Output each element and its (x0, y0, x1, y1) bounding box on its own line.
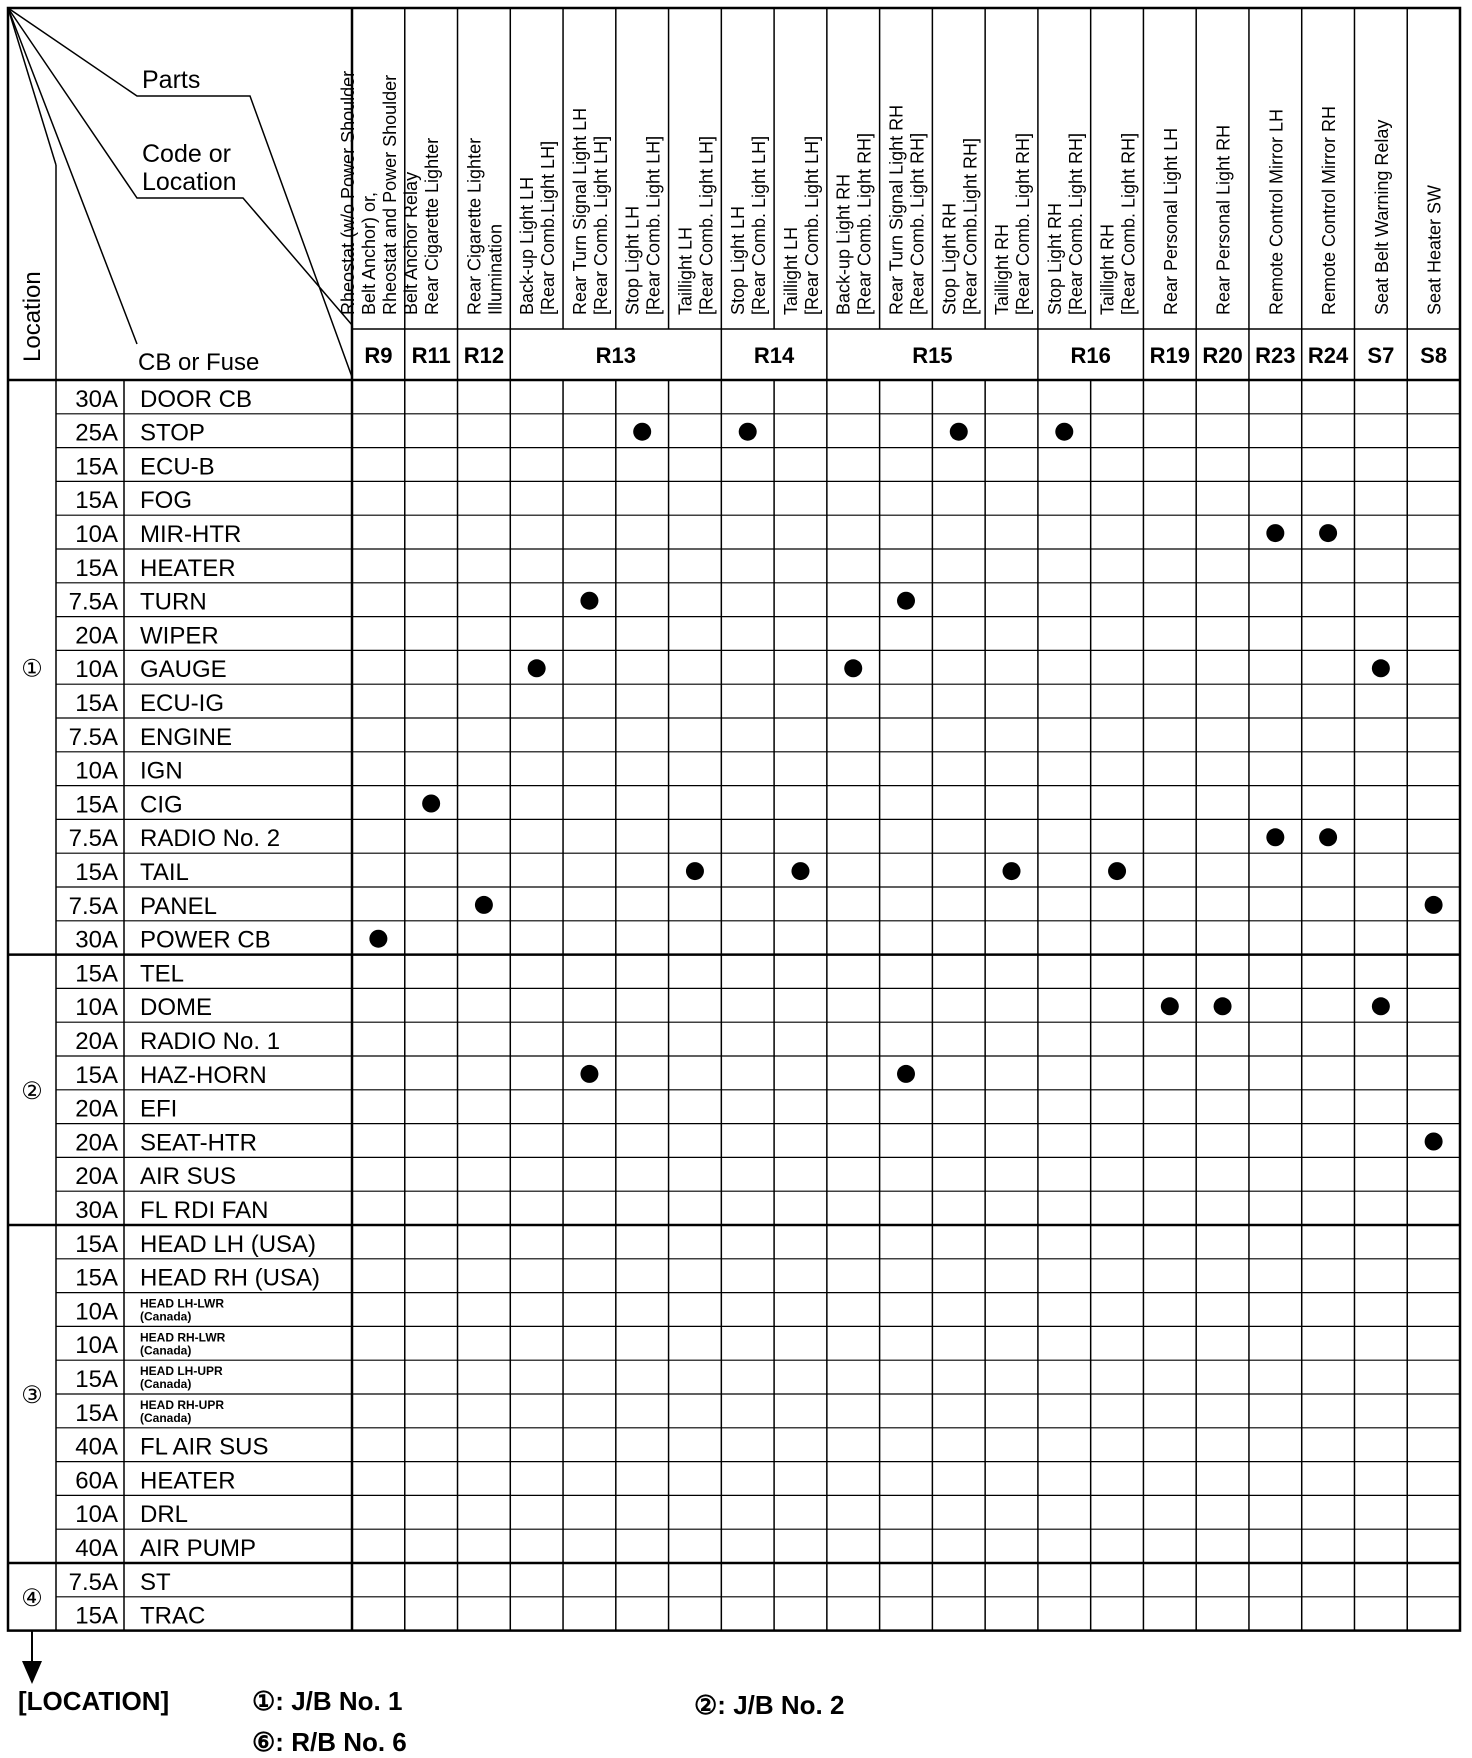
part-name: [Rear Comb. Light LH] (590, 135, 611, 315)
part-name: [Rear Comb. Light LH] (749, 135, 770, 315)
fuse-name: FOG (140, 487, 192, 515)
fuse-amperage: 10A (75, 521, 118, 548)
fuse-amperage: 20A (75, 1028, 118, 1055)
fuse-amperage: 10A (75, 1501, 118, 1529)
part-name: Back-up Light LH (517, 176, 538, 315)
fuse-amperage: 15A (75, 453, 118, 481)
part-name: [Rear Comb.Light RH] (960, 137, 981, 315)
part-name: Remote Control Mirror RH (1319, 105, 1340, 315)
part-name: Rheostat and Power Shoulder (379, 74, 400, 315)
part-name: [Rear Comb. Light RH] (1013, 132, 1034, 315)
connection-dot (633, 423, 651, 441)
fuse-amperage: 10A (75, 1332, 118, 1360)
code-label: R11 (411, 343, 451, 368)
parts-label: Parts (142, 66, 201, 94)
part-name: Seat Belt Warning Relay (1371, 119, 1392, 315)
fuse-amperage: 15A (75, 487, 118, 515)
fuse-amperage: 10A (75, 994, 118, 1022)
part-name: Rear Turn Signal Light RH (886, 104, 907, 315)
fuse-amperage: 30A (75, 385, 118, 413)
fuse-amperage: 7.5A (68, 723, 118, 751)
part-name: Taillight RH (1097, 223, 1118, 315)
fuse-amperage: 15A (75, 1061, 118, 1089)
connection-dot (1425, 1133, 1443, 1151)
fuse-name: ENGINE (140, 723, 233, 751)
code-label: R13 (595, 343, 636, 368)
fuse-amperage: 7.5A (68, 1568, 118, 1596)
fuse-name: RADIO No. 1 (140, 1028, 281, 1055)
code-label-line1: Code or (142, 140, 231, 168)
part-name: Taillight LH (675, 226, 696, 315)
legend-item-jb2: ②: J/B No. 2 (694, 1690, 845, 1720)
part-name: [Rear Comb. Light LH] (643, 135, 664, 315)
location-symbol: ③ (21, 1382, 43, 1409)
fuse-name: EFI (140, 1095, 178, 1123)
part-name: [Rear Comb. Light RH] (854, 132, 875, 315)
part-name: Rear Personal Light RH (1213, 124, 1234, 315)
part-name: Stop Light RH (939, 202, 960, 315)
fuse-amperage: 15A (75, 1264, 118, 1292)
part-name: [Rear Comb. Light LH] (696, 135, 717, 315)
part-name: Seat Heater SW (1424, 184, 1445, 315)
part-name: Rear Personal Light LH (1160, 127, 1181, 315)
location-arrow-head (22, 1661, 42, 1684)
fuse-name: HEAD RH-UPR (140, 1398, 224, 1412)
fuse-amperage: 20A (75, 1163, 118, 1191)
fuse-name: POWER CB (140, 926, 271, 954)
code-label: R20 (1202, 343, 1243, 368)
part-name: Stop Light RH (1044, 202, 1065, 315)
fuse-amperage: 15A (75, 791, 118, 819)
fuse-amperage: 7.5A (68, 892, 118, 920)
part-name: Stop Light LH (622, 205, 643, 315)
fuse-amperage: 15A (75, 1602, 118, 1630)
fuse-name: IGN (140, 757, 183, 785)
part-name: Taillight LH (780, 226, 801, 315)
connection-dot (1214, 997, 1232, 1015)
part-name: [Rear Comb. Light RH] (1118, 132, 1139, 315)
connection-dot (1266, 828, 1284, 846)
fuse-amperage: 40A (75, 1433, 118, 1461)
fuse-amperage: 10A (75, 656, 118, 684)
fuse-amperage: 7.5A (68, 588, 118, 616)
code-label: S7 (1367, 343, 1395, 368)
fuse-amperage: 15A (75, 1366, 118, 1393)
fuse-name-note: (Canada) (140, 1377, 192, 1392)
fuse-name: MIR-HTR (140, 521, 242, 548)
connection-dot (1425, 896, 1443, 914)
fuse-name: TAIL (140, 859, 189, 886)
fuse-name: TURN (140, 588, 207, 616)
fuse-name: ECU-IG (140, 690, 224, 717)
connection-dot (1372, 997, 1390, 1015)
code-label: R9 (364, 343, 393, 368)
connection-dot (580, 592, 598, 610)
code-label: R14 (753, 343, 795, 368)
fuse-amperage: 20A (75, 1095, 118, 1123)
connection-dot (1161, 997, 1179, 1015)
connection-dot (844, 659, 862, 677)
fuse-amperage: 15A (75, 690, 118, 717)
fuse-name-note: (Canada) (140, 1309, 192, 1324)
connection-dot (791, 862, 809, 880)
fuse-amperage: 30A (75, 1197, 118, 1224)
part-name: Remote Control Mirror LH (1266, 108, 1287, 315)
fuse-name: STOP (140, 419, 205, 447)
fuse-name: DRL (140, 1501, 189, 1529)
fuse-amperage: 20A (75, 1129, 118, 1157)
code-label-line2: Location (142, 168, 237, 196)
code-label: S8 (1420, 343, 1448, 368)
part-name: [Rear Comb. Light RH] (907, 132, 928, 315)
fuse-name: ECU-B (140, 453, 215, 481)
legend-item-jb1: ①: J/B No. 1 (252, 1686, 403, 1716)
connection-dot (950, 423, 968, 441)
fuse-name: HEAD LH-LWR (140, 1296, 224, 1311)
fuse-amperage: 15A (75, 859, 118, 886)
fuse-name: HEAD LH-UPR (140, 1364, 223, 1379)
legend-title: [LOCATION] (18, 1686, 170, 1716)
location-symbol: ① (21, 655, 43, 683)
connection-dot (1372, 659, 1390, 677)
connection-dot (1108, 862, 1126, 880)
connection-dot (580, 1065, 598, 1083)
part-name: Stop Light LH (728, 205, 749, 315)
part-name: Rear Cigarette Lighter (464, 137, 485, 315)
legend-item-rb6: ⑥: R/B No. 6 (252, 1727, 407, 1757)
part-name: Rear Cigarette Lighter (422, 137, 443, 315)
fuse-name: HEAD RH-LWR (140, 1330, 226, 1345)
connection-dot (739, 423, 757, 441)
fuse-name: HEATER (140, 554, 236, 582)
connection-dot (897, 592, 915, 610)
location-label: Location (19, 271, 46, 362)
code-label: R24 (1307, 343, 1349, 368)
fuse-name: WIPER (140, 622, 219, 650)
fuse-name: CIG (140, 791, 183, 819)
fuse-name: GAUGE (140, 656, 227, 684)
fuse-name: TRAC (140, 1602, 206, 1630)
fuse-name-note: (Canada) (140, 1411, 192, 1425)
part-name: [Rear Comb.Light LH] (538, 140, 559, 315)
connection-dot (1319, 524, 1337, 542)
fuse-amperage: 15A (75, 1399, 118, 1427)
part-name: Illumination (485, 223, 506, 315)
fuse-amperage: 7.5A (68, 825, 118, 853)
location-symbol: ④ (21, 1584, 43, 1612)
fuse-amperage: 40A (75, 1535, 118, 1562)
code-label: R12 (463, 343, 505, 368)
fuse-amperage: 15A (75, 1230, 118, 1258)
fuse-name: HAZ-HORN (140, 1061, 267, 1089)
fuse-amperage: 25A (75, 419, 118, 447)
connection-dot (1055, 423, 1073, 441)
fuse-amperage: 60A (75, 1467, 118, 1495)
fuse-name: AIR PUMP (140, 1535, 257, 1562)
fuse-name: HEAD LH (USA) (140, 1230, 317, 1258)
part-name: Rheostat (w/o Power Shoulder (337, 70, 358, 315)
code-label: R19 (1149, 343, 1190, 368)
connection-dot (422, 795, 440, 813)
fuse-name: DOME (140, 994, 212, 1022)
part-name: [Rear Comb. Light LH] (801, 135, 822, 315)
fuse-amperage: 15A (75, 960, 118, 988)
fuse-amperage: 30A (75, 926, 118, 954)
fuse-amperage: 10A (75, 1298, 118, 1326)
fuse-amperage: 15A (75, 554, 118, 582)
fuse-name: RADIO No. 2 (140, 825, 281, 853)
code-label: R16 (1070, 343, 1111, 368)
connection-dot (369, 930, 387, 948)
cb-fuse-label: CB or Fuse (138, 349, 260, 376)
connection-dot (686, 862, 704, 880)
connection-dot (1266, 524, 1284, 542)
fuse-name: SEAT-HTR (140, 1129, 257, 1157)
part-name: Belt Anchor Relay (400, 171, 421, 315)
connection-dot (897, 1065, 915, 1083)
part-name: Belt Anchor) or, (358, 191, 379, 315)
part-name: [Rear Comb. Light RH] (1065, 132, 1086, 315)
fuse-name: AIR SUS (140, 1163, 237, 1191)
fuse-amperage: 10A (75, 757, 118, 785)
fuse-name: ST (140, 1568, 171, 1596)
fuse-amperage: 20A (75, 622, 118, 650)
code-label: R15 (912, 343, 953, 368)
part-name: Taillight RH (992, 223, 1013, 315)
connection-dot (475, 896, 493, 914)
fuse-name: PANEL (140, 892, 217, 920)
connection-dot (1319, 828, 1337, 846)
fuse-name-note: (Canada) (140, 1343, 192, 1358)
diagonal-location-line (8, 8, 56, 165)
fuse-name: TEL (140, 960, 185, 988)
fuse-name: FL RDI FAN (140, 1197, 269, 1224)
fuse-name: DOOR CB (140, 385, 253, 413)
fuse-name: HEATER (140, 1467, 236, 1495)
fuse-name: HEAD RH (USA) (140, 1264, 321, 1292)
fuse-name: FL AIR SUS (140, 1433, 269, 1461)
part-name: Back-up Light RH (833, 173, 854, 315)
connection-dot (528, 659, 546, 677)
location-symbol: ② (21, 1077, 43, 1105)
part-name: Rear Turn Signal Light LH (569, 107, 590, 315)
code-label: R23 (1255, 343, 1296, 368)
connection-dot (1003, 862, 1021, 880)
